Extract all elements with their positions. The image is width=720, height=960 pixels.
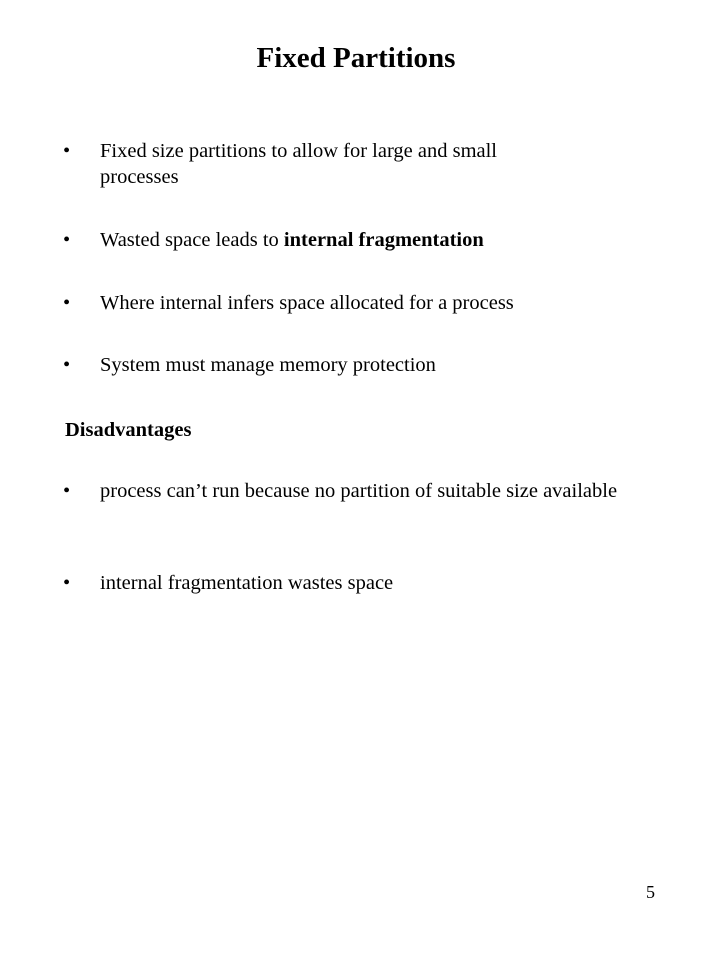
bullet-icon: • (63, 480, 71, 502)
list-item-text (100, 227, 580, 253)
bullet-icon: • (63, 292, 71, 314)
bullet-icon: • (63, 229, 71, 251)
list-item-text: Fixed size partitions to allow for large and small processes (100, 140, 498, 188)
bullet-icon: • (63, 572, 71, 594)
page-title: Fixed Partitions (256, 42, 456, 74)
section-heading: Disadvantages (65, 419, 192, 441)
list-item-text: internal fragmentation wastes space (100, 572, 394, 594)
page-number: 5 (646, 882, 655, 902)
list-item-text-bold: internal fragmentation (283, 229, 484, 251)
bullet-icon: • (63, 140, 71, 162)
list-item-text-plain: Wasted space leads to (100, 229, 284, 251)
bullet-icon: • (63, 354, 71, 376)
list-item-text: System must manage memory protection (100, 354, 436, 376)
list-item-text: Where internal infers space allocated for a process (100, 292, 514, 314)
list-item-text: process can’t run because no partition of suitable size available (100, 480, 618, 502)
